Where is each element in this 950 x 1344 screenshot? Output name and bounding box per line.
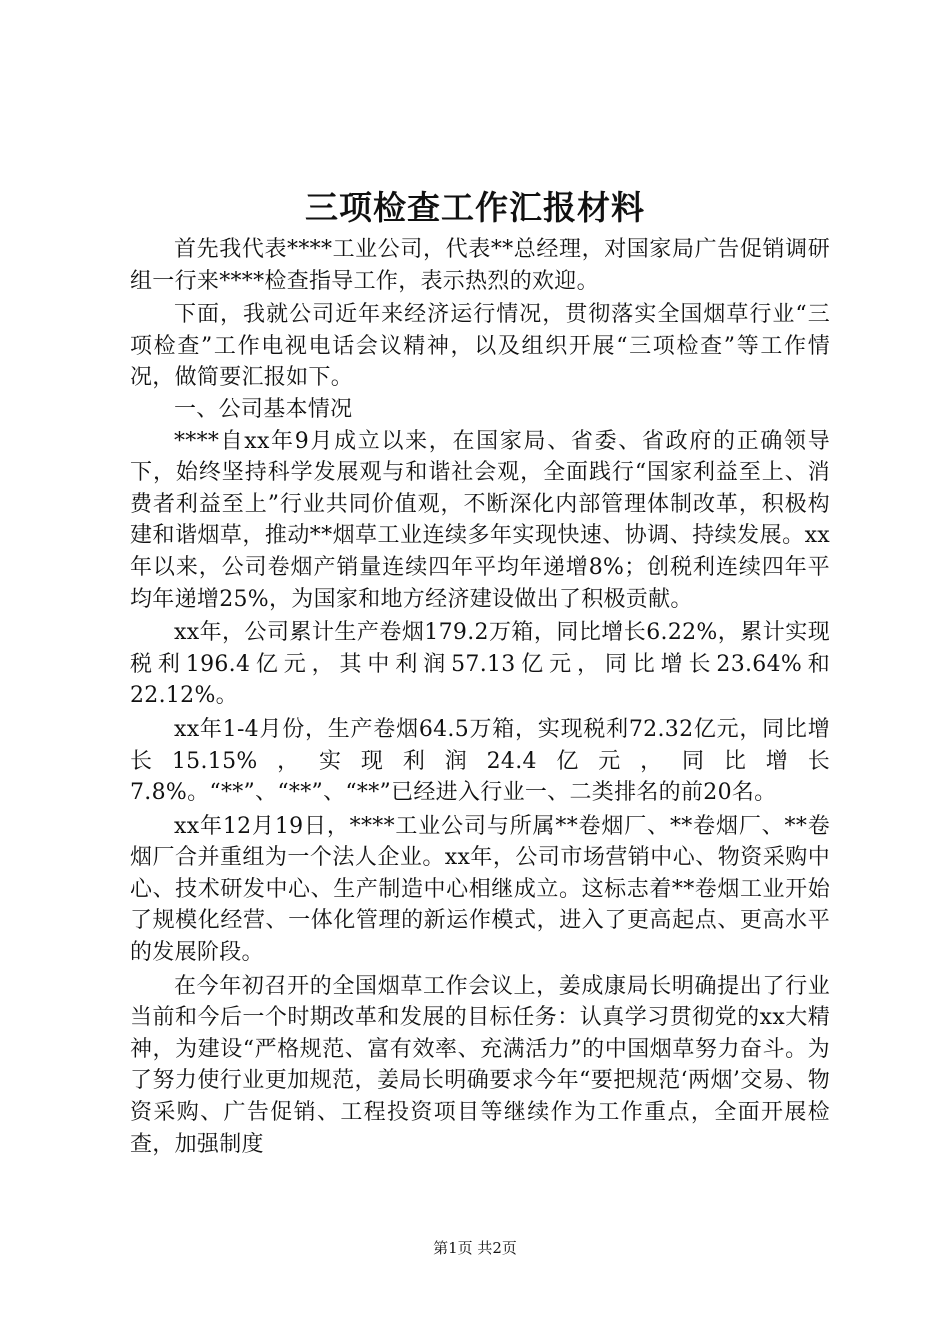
paragraph-intro: 下面，我就公司近年来经济运行情况，贯彻落实全国烟草行业“三项检查”工作电视电话会议精神，以及组织开展“三项检查”等工作情况，做简要汇报如下。 — [130, 302, 830, 391]
paragraph-welcome: 首先我代表****工业公司，代表**总经理，对国家局广告促销调研组一行来****检查指导工作，表示热烈的欢迎。 — [130, 237, 830, 294]
paragraph-restructuring: xx年12月19日，****工业公司与所属**卷烟厂、**卷烟厂、**卷烟厂合并重组为一个法人企业。xx年，公司市场营销中心、物资采购中心、技术研发中心、生产制造中心相继成立。这标志着**卷烟工业开始了规模化经营、一体化管理的新运作模式，进入了更高起点、更高水平的发展阶段。 — [130, 813, 830, 966]
paragraph-annual-production: xx年，公司累计生产卷烟179.2万箱，同比增长6.22%，累计实现税利196.4亿元，其中利润57.13亿元，同比增长23.64%和22.12%。 — [130, 620, 830, 709]
paragraph-quarterly-production: xx年1-4月份，生产卷烟64.5万箱，实现税利72.32亿元，同比增长15.15%，实现利润24.4亿元，同比增长7.8%。“**”、“**”、“**”已经进入行业一、二类排名的前20名。 — [130, 716, 830, 806]
page-number-footer: 第1页 共2页 — [433, 1239, 517, 1257]
document-title: 三项检查工作汇报材料 — [305, 188, 645, 227]
paragraph-national-meeting: 在今年初召开的全国烟草工作会议上，姜成康局长明确提出了行业当前和今后一个时期改革和发展的目标任务：认真学习贯彻党的xx大精神，为建设“严格规范、富有效率、充满活力”的中国烟草努力奋斗。为了努力使行业更加规范，姜局长明确要求今年“要把规范‘两烟’交易、物资采购、广告促销、工程投资项目等继续作为工作重点，全面开展检查，加强制度 — [130, 973, 830, 1157]
document-body — [130, 234, 830, 1160]
section-heading: 一、公司基本情况 — [174, 396, 353, 422]
paragraph-company-overview: ****自xx年9月成立以来，在国家局、省委、省政府的正确领导下，始终坚持科学发展观与和谐社会观，全面践行“国家利益至上、消费者利益至上”行业共同价值观，不断深化内部管理体制改革，积极构建和谐烟草，推动**烟草工业连续多年实现快速、协调、持续发展。xx年以来，公司卷烟产销量连续四年平均年递增8%；创税利连续四年平均年递增25%，为国家和地方经济建设做出了积极贡献。 — [130, 428, 830, 612]
